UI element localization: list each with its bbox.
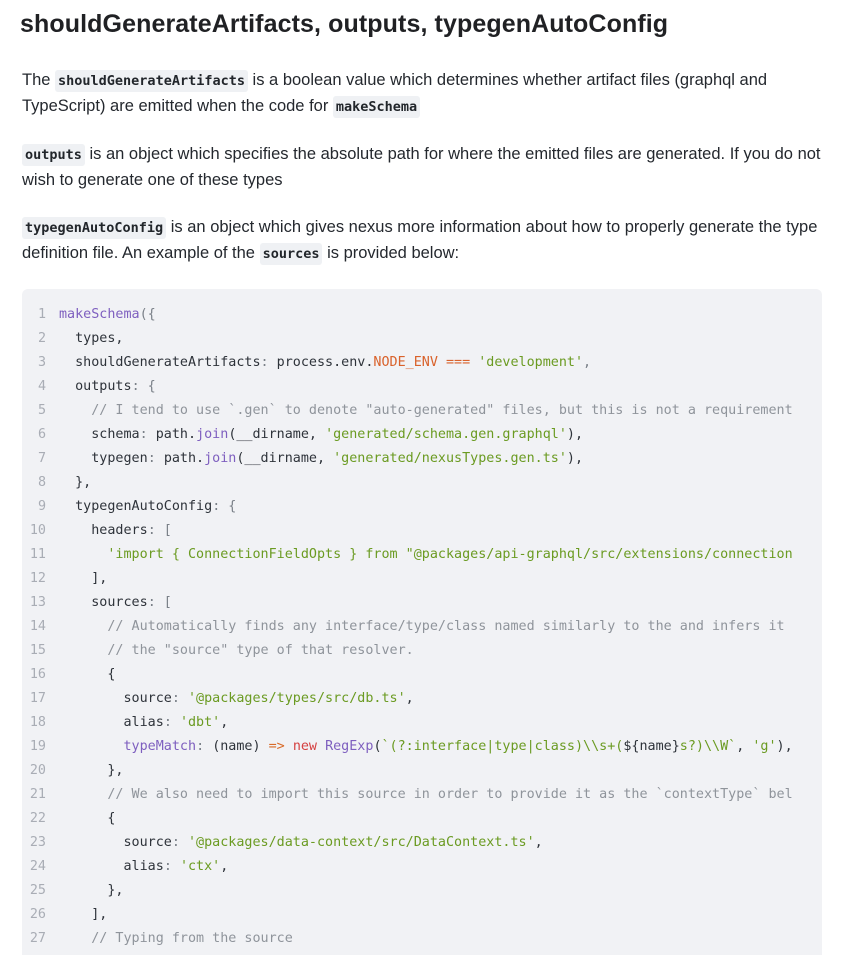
line-number: 27 xyxy=(29,931,46,946)
text: is an object which specifies the absolute path for where the emitted files are generated. If you do not wish to generate one of these types xyxy=(22,145,821,189)
line-number: 24 xyxy=(29,859,46,874)
paragraph-should-generate-artifacts xyxy=(22,68,822,120)
line-number: 16 xyxy=(29,667,46,682)
code-line: 8 }, xyxy=(22,471,91,495)
code-line: 11 'import { ConnectionFieldOpts } from "@packages/api-graphql/src/extensions/connection xyxy=(22,543,793,567)
line-number: 10 xyxy=(29,523,46,538)
line-number: 22 xyxy=(29,811,46,826)
line-number: 19 xyxy=(29,739,46,754)
line-number: 9 xyxy=(37,499,46,514)
code-line: 27 // Typing from the source xyxy=(22,927,293,951)
line-number: 7 xyxy=(37,451,46,466)
text: is an object which gives nexus more information about how to properly generate the type definition file. An example of the xyxy=(22,218,818,262)
code-line: 18 alias: 'dbt', xyxy=(22,711,228,735)
line-number: 6 xyxy=(37,427,46,442)
line-number: 18 xyxy=(29,715,46,730)
code-line: 5 // I tend to use `.gen` to denote "auto-generated" files, but this is not a requirement xyxy=(22,399,793,423)
code-line: 9 typegenAutoConfig: { xyxy=(22,495,236,519)
code-line: 23 source: '@packages/data-context/src/DataContext.ts', xyxy=(22,831,543,855)
paragraph-typegen-auto-config xyxy=(22,215,822,267)
code-line: 1 makeSchema({ xyxy=(22,303,156,327)
code-line: 12 ], xyxy=(22,567,107,591)
code-line: 3 shouldGenerateArtifacts: process.env.NODE_ENV === 'development', xyxy=(22,351,591,375)
code-line: 26 ], xyxy=(22,903,107,927)
code-line: 14 // Automatically finds any interface/type/class named similarly to the and infers it xyxy=(22,615,785,639)
code-line: 16 { xyxy=(22,663,115,687)
line-number: 12 xyxy=(29,571,46,586)
code-line: 25 }, xyxy=(22,879,124,903)
inline-code: sources xyxy=(260,243,323,265)
line-number: 3 xyxy=(37,355,46,370)
code-line: 19 typeMatch: (name) => new RegExp(`(?:interface|type|class)\\s+(${name}s?)\\W`, 'g'), xyxy=(22,735,793,759)
code-line: 10 headers: [ xyxy=(22,519,172,543)
paragraph-outputs xyxy=(22,142,822,193)
code-line: 4 outputs: { xyxy=(22,375,156,399)
code-line: 24 alias: 'ctx', xyxy=(22,855,228,879)
line-number: 8 xyxy=(37,475,46,490)
code-block xyxy=(22,289,822,955)
code-line: 20 }, xyxy=(22,759,124,783)
text: is a boolean value which determines whether artifact files (graphql and TypeScript) are emitted when the code for xyxy=(22,71,768,115)
line-number: 4 xyxy=(37,379,46,394)
code-line: 15 // the "source" type of that resolver. xyxy=(22,639,414,663)
inline-code: outputs xyxy=(22,144,85,166)
line-number: 13 xyxy=(29,595,46,610)
section-heading: shouldGenerateArtifacts, outputs, typegenAutoConfig xyxy=(20,10,669,38)
line-number: 25 xyxy=(29,883,46,898)
line-number: 23 xyxy=(29,835,46,850)
inline-code: shouldGenerateArtifacts xyxy=(55,70,248,92)
line-number: 5 xyxy=(37,403,46,418)
text: is provided below: xyxy=(322,244,460,262)
line-number: 15 xyxy=(29,643,46,658)
line-number: 20 xyxy=(29,763,46,778)
inline-code: makeSchema xyxy=(333,96,420,118)
text: The xyxy=(22,71,56,89)
line-number: 26 xyxy=(29,907,46,922)
code-line: 17 source: '@packages/types/src/db.ts', xyxy=(22,687,414,711)
line-number: 14 xyxy=(29,619,46,634)
line-number: 1 xyxy=(37,307,46,322)
inline-code: typegenAutoConfig xyxy=(22,217,166,239)
line-number: 2 xyxy=(37,331,46,346)
line-number: 11 xyxy=(29,547,46,562)
line-number: 21 xyxy=(29,787,46,802)
code-line: 22 { xyxy=(22,807,115,831)
code-line: 6 schema: path.join(__dirname, 'generated/schema.gen.graphql'), xyxy=(22,423,583,447)
code-line: 21 // We also need to import this source in order to provide it as the `contextType` bel xyxy=(22,783,793,807)
code-line: 7 typegen: path.join(__dirname, 'generated/nexusTypes.gen.ts'), xyxy=(22,447,583,471)
code-line: 13 sources: [ xyxy=(22,591,172,615)
code-line: 2 types, xyxy=(22,327,124,351)
line-number: 17 xyxy=(29,691,46,706)
